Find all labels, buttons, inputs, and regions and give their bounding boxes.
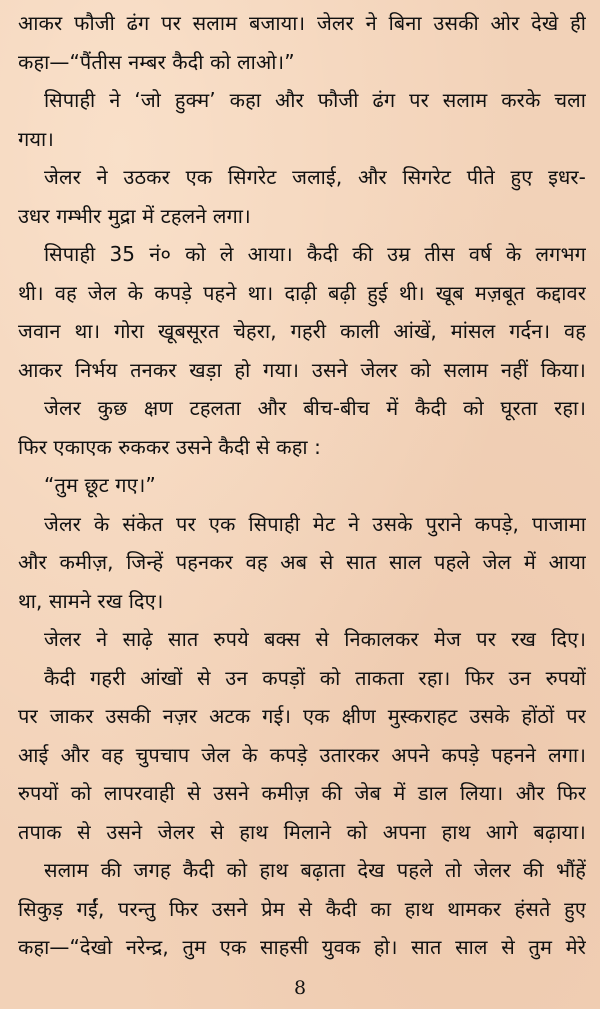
- text-line: आकर निर्भय तनकर खड़ा हो गया। उसने जेलर को सलाम नहीं किया।: [18, 357, 586, 382]
- text-line: जवान था। गोरा खूबसूरत चेहरा, गहरी काली आंखें, मांसल गर्दन। वह: [18, 319, 586, 343]
- text-line: “तुम छूट गए।”: [44, 473, 156, 497]
- text-line: सिपाही ने ‘जो हुक्म’ कहा और फौजी ढंग पर सलाम करके चला: [44, 88, 586, 112]
- text-line: जेलर ने साढ़े सात रुपये बक्स से निकालकर मेज पर रख दिए।: [44, 627, 586, 651]
- text-line: जेलर के संकेत पर एक सिपाही मेट ने उसके पुराने कपड़े, पाजामा: [44, 511, 586, 536]
- text-line: कहा—“देखो नरेन्द्र, तुम एक साहसी युवक हो। सात साल से तुम मेरे: [18, 935, 586, 959]
- text-line: रुपयों को लापरवाही से उसने कमीज़ की जेब में डाल लिया। और फिर: [18, 781, 586, 805]
- text-line: सलाम की जगह कैदी को हाथ बढ़ाता देख पहले तो जेलर की भौंहें: [44, 858, 586, 882]
- page-number: 8: [293, 977, 307, 999]
- text-line: था, सामने रख दिए।: [18, 588, 164, 613]
- text-line: कहा—“पैंतीस नम्बर कैदी को लाओ।”: [18, 49, 295, 74]
- text-line: कैदी गहरी आंखों से उन कपड़ों को ताकता रहा। फिर उन रुपयों: [44, 665, 586, 690]
- text-line: जेलर ने उठकर एक सिगरेट जलाई, और सिगरेट पीते हुए इधर-: [44, 165, 586, 189]
- text-line: और कमीज़, जिन्हें पहनकर वह अब से सात साल पहले जेल में आया: [18, 550, 586, 574]
- text-line: थी। वह जेल के कपड़े पहने था। दाढ़ी बढ़ी हुई थी। खूब मज़बूत कद्दावर: [18, 280, 586, 305]
- text-line: जेलर कुछ क्षण टहलता और बीच-बीच में कैदी को घूरता रहा।: [44, 396, 586, 420]
- text-line: फिर एकाएक रुककर उसने कैदी से कहा :: [18, 434, 321, 459]
- text-line: गया।: [18, 126, 54, 151]
- text-line: सिपाही 35 नं० को ले आया। कैदी की उम्र तीस वर्ष के लगभग: [44, 242, 586, 266]
- text-line: पर जाकर उसकी नज़र अटक गई। एक क्षीण मुस्कराहट उसके होंठों पर: [18, 704, 586, 728]
- body-text: [18, 4, 586, 967]
- text-line: आई और वह चुपचाप जेल के कपड़े उतारकर अपने कपड़े पहनने लगा।: [18, 742, 586, 767]
- text-line: आकर फौजी ढंग पर सलाम बजाया। जेलर ने बिना उसकी ओर देखे ही: [18, 11, 586, 35]
- text-line: सिकुड़ गईं, परन्तु फिर उसने प्रेम से कैदी का हाथ थामकर हंसते हुए: [18, 896, 586, 921]
- text-line: तपाक से उसने जेलर से हाथ मिलाने को अपना हाथ आगे बढ़ाया।: [18, 819, 586, 844]
- text-line: उधर गम्भीर मुद्रा में टहलने लगा।: [18, 203, 251, 228]
